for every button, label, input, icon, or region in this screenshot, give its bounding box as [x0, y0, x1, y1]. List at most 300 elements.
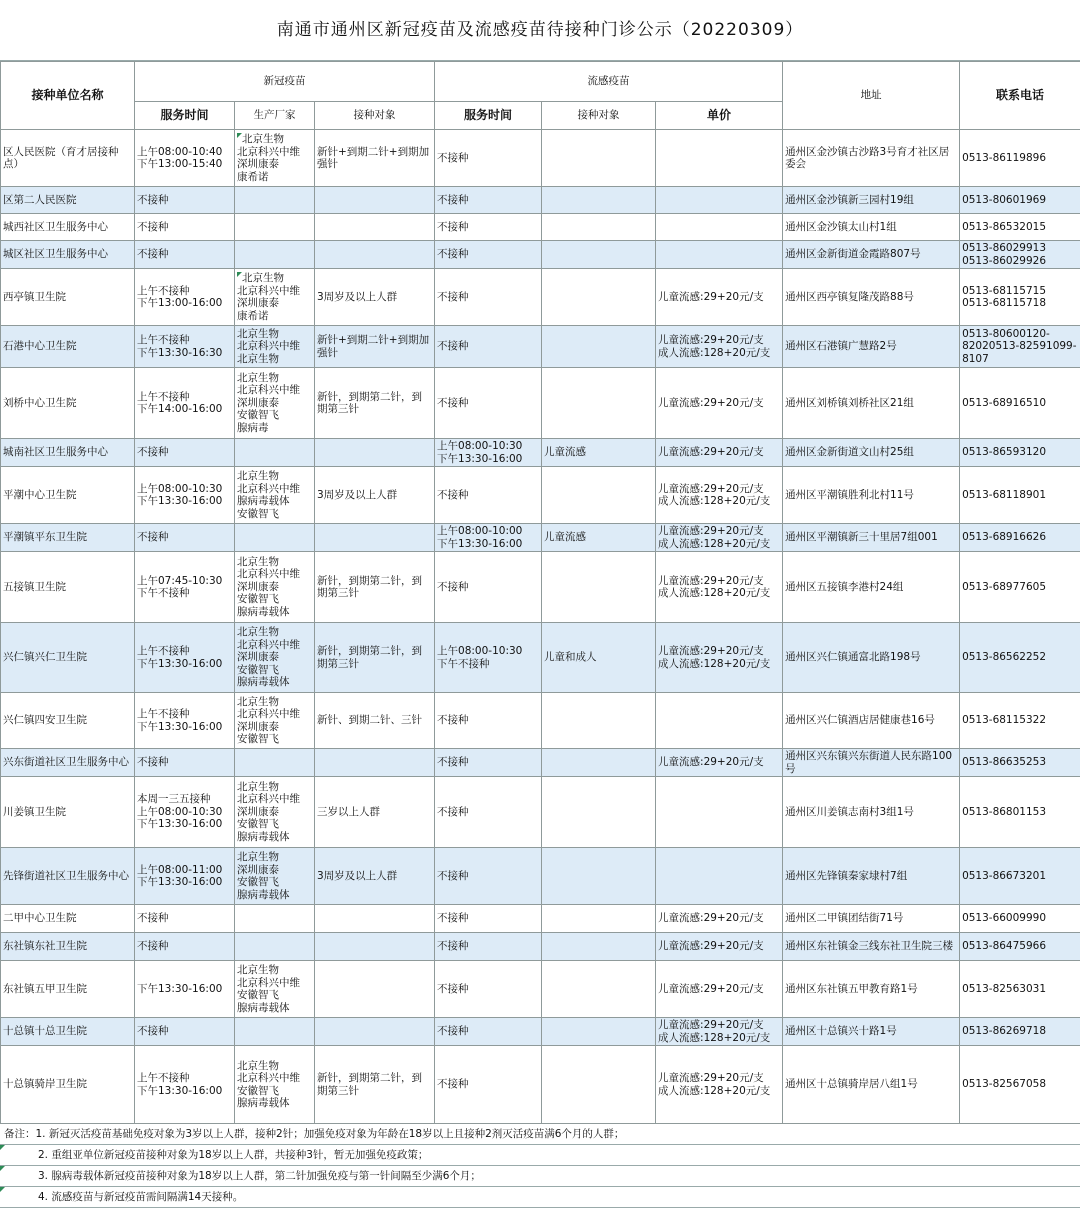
covid-time-cell: [135, 848, 235, 905]
target-cell: [315, 269, 435, 326]
price-cell: [656, 905, 783, 933]
price-cell-text: 儿童流感:29+20元/支 成人流感:128+20元/支: [658, 1072, 771, 1097]
flu-target-cell: [542, 1046, 656, 1124]
address-cell: [783, 368, 960, 439]
unit-cell: [1, 1046, 135, 1124]
clinic-rows: [1, 130, 1080, 1124]
price-cell: [656, 933, 783, 961]
flu-target-cell: [542, 552, 656, 623]
target-cell-text: 新针，到期第二针，到期第三针: [317, 574, 422, 599]
price-cell-text: 儿童流感:29+20元/支 成人流感:128+20元/支: [658, 482, 771, 507]
target-cell-text: 三岁以上人群: [317, 805, 380, 818]
notes: [0, 1124, 1080, 1208]
address-cell: [783, 524, 960, 552]
flu-time-cell-text: 不接种: [437, 756, 469, 769]
covid-time-cell-text: 不接种: [137, 1025, 169, 1038]
flu-time-cell: [435, 552, 542, 623]
price-cell: [656, 693, 783, 749]
unit-cell-text: 刘桥中心卫生院: [3, 396, 77, 409]
phone-cell: [960, 749, 1080, 777]
phone-cell: [960, 693, 1080, 749]
address-cell: [783, 214, 960, 241]
price-cell: [656, 777, 783, 848]
target-cell: [315, 623, 435, 693]
page-title: 南通市通州区新冠疫苗及流感疫苗待接种门诊公示（20220309）: [0, 0, 1080, 61]
unit-cell: [1, 933, 135, 961]
phone-cell-text: 0513-86029913 0513-86029926: [962, 242, 1047, 267]
address-cell: [783, 1018, 960, 1046]
table-row: [1, 269, 1080, 326]
flu-time-cell-text: 不接种: [437, 488, 469, 501]
covid-time-cell-text: 不接种: [137, 756, 169, 769]
unit-cell: [1, 777, 135, 848]
phone-cell-text: 0513-68118901: [962, 488, 1047, 501]
header-covid-target: 接种对象: [315, 102, 435, 130]
maker-cell-text: 北京生物 北京科兴中维 腺病毒载体 安徽智飞: [237, 470, 300, 520]
phone-cell: [960, 368, 1080, 439]
address-cell: [783, 777, 960, 848]
price-cell-text: 儿童流感:29+20元/支: [658, 982, 764, 995]
unit-cell: [1, 623, 135, 693]
maker-cell: [235, 933, 315, 961]
table-row: [1, 933, 1080, 961]
price-cell: [656, 848, 783, 905]
covid-time-cell: [135, 467, 235, 524]
maker-cell: [235, 439, 315, 467]
flu-time-cell-text: 不接种: [437, 340, 469, 353]
header-flu: 流感疫苗: [435, 62, 783, 102]
address-cell: [783, 439, 960, 467]
phone-cell: [960, 187, 1080, 214]
address-cell-text: 通州区东社镇金三线东社卫生院三楼: [785, 940, 954, 953]
table-row: [1, 1046, 1080, 1124]
price-cell: [656, 326, 783, 368]
address-cell-text: 通州区十总镇兴十路1号: [785, 1025, 897, 1038]
flu-time-cell: [435, 241, 542, 269]
flu-time-cell-text: 不接种: [437, 869, 469, 882]
unit-cell: [1, 326, 135, 368]
unit-cell: [1, 130, 135, 187]
maker-cell: [235, 693, 315, 749]
flu-time-cell-text: 不接种: [437, 940, 469, 953]
address-cell-text: 通州区先锋镇秦家埭村7组: [785, 869, 908, 882]
address-cell: [783, 552, 960, 623]
phone-cell-text: 0513-86532015: [962, 220, 1047, 233]
flu-target-cell: [542, 439, 656, 467]
target-cell-text: 新针，到期第二针，到期第三针: [317, 390, 422, 415]
flu-time-cell: [435, 905, 542, 933]
address-cell: [783, 623, 960, 693]
flu-time-cell: [435, 187, 542, 214]
target-cell: [315, 693, 435, 749]
flu-target-cell: [542, 269, 656, 326]
covid-time-cell: [135, 1046, 235, 1124]
flu-time-cell: [435, 214, 542, 241]
price-cell-text: 儿童流感:29+20元/支 成人流感:128+20元/支: [658, 334, 771, 359]
phone-cell: [960, 961, 1080, 1018]
flu-time-cell: [435, 1046, 542, 1124]
flu-time-cell-text: 不接种: [437, 805, 469, 818]
table-row: [1, 130, 1080, 187]
table-row: [1, 693, 1080, 749]
note-3-text: 3. 腺病毒载体新冠疫苗接种对象为18岁以上人群，第二针加强免疫与第一针间隔至少满6个月；: [38, 1170, 481, 1182]
unit-cell: [1, 749, 135, 777]
phone-cell-text: 0513-80600120-82020513-82591099-8107: [962, 327, 1077, 365]
flu-target-cell-text: 儿童流感: [544, 446, 587, 459]
address-cell: [783, 961, 960, 1018]
phone-cell: [960, 1046, 1080, 1124]
address-cell: [783, 187, 960, 214]
maker-cell: [235, 1046, 315, 1124]
table-row: [1, 623, 1080, 693]
flu-time-cell: [435, 467, 542, 524]
maker-cell: [235, 269, 315, 326]
price-cell: [656, 130, 783, 187]
covid-time-cell-text: 上午不接种 下午13:30-16:00: [137, 1072, 223, 1097]
address-cell-text: 通州区石港镇广慧路2号: [785, 340, 897, 353]
covid-time-cell-text: 上午08:00-10:40 下午13:00-15:40: [137, 145, 223, 170]
covid-time-cell-text: 不接种: [137, 248, 169, 261]
maker-cell-text: 北京生物 北京科兴中维 深圳康泰 康希诺: [237, 133, 300, 183]
covid-time-cell-text: 不接种: [137, 220, 169, 233]
maker-cell-text: 北京生物 北京科兴中维 深圳康泰 安徽智飞: [237, 695, 300, 745]
flu-time-cell-text: 不接种: [437, 1078, 469, 1091]
flu-time-cell-text: 上午08:00-10:30 下午不接种: [437, 645, 523, 670]
flu-time-cell-text: 不接种: [437, 714, 469, 727]
unit-cell-text: 区人民医院（育才居接种点）: [3, 145, 119, 170]
unit-cell-text: 兴仁镇兴仁卫生院: [3, 651, 87, 664]
unit-cell-text: 东社镇五甲卫生院: [3, 982, 87, 995]
price-cell: [656, 214, 783, 241]
address-cell-text: 通州区兴仁镇通富北路198号: [785, 651, 921, 664]
flu-time-cell-text: 不接种: [437, 290, 469, 303]
flu-target-cell: [542, 368, 656, 439]
target-cell: [315, 961, 435, 1018]
unit-cell-text: 区第二人民医院: [3, 193, 77, 206]
price-cell: [656, 623, 783, 693]
covid-time-cell-text: 上午不接种 下午13:00-16:00: [137, 284, 223, 309]
target-cell: [315, 130, 435, 187]
flu-target-cell: [542, 905, 656, 933]
unit-cell-text: 十总镇骑岸卫生院: [3, 1078, 87, 1091]
note-4-text: 4. 流感疫苗与新冠疫苗需间隔满14天接种。: [38, 1191, 244, 1203]
phone-cell: [960, 777, 1080, 848]
maker-cell-text: 北京生物 北京科兴中维 安徽智飞 腺病毒载体: [237, 964, 300, 1014]
address-cell-text: 通州区兴仁镇酒店居健康巷16号: [785, 714, 935, 727]
flu-target-cell: [542, 623, 656, 693]
covid-time-cell-text: 本周一三五接种 上午08:00-10:30 下午13:30-16:00: [137, 793, 223, 831]
address-cell: [783, 1046, 960, 1124]
header-covid-time: 服务时间: [135, 102, 235, 130]
note-2: [0, 1145, 1080, 1166]
maker-cell-text: 北京生物 北京科兴中维 安徽智飞 腺病毒载体: [237, 1059, 300, 1109]
header-phone: 联系电话: [960, 62, 1080, 130]
maker-cell-text: 北京生物 北京科兴中维 深圳康泰 安徽智飞 腺病毒载体: [237, 780, 300, 843]
price-cell-text: 儿童流感:29+20元/支: [658, 940, 764, 953]
target-cell: [315, 1046, 435, 1124]
phone-cell: [960, 214, 1080, 241]
flu-target-cell-text: 儿童流感: [544, 531, 587, 544]
header-flu-target: 接种对象: [542, 102, 656, 130]
target-cell-text: 3周岁及以上人群: [317, 488, 398, 501]
price-cell-text: 儿童流感:29+20元/支 成人流感:128+20元/支: [658, 645, 771, 670]
target-cell: [315, 933, 435, 961]
target-cell: [315, 552, 435, 623]
covid-time-cell: [135, 933, 235, 961]
address-cell-text: 通州区平潮镇胜利北村11号: [785, 488, 914, 501]
table-row: [1, 524, 1080, 552]
phone-cell-text: 0513-86562252: [962, 651, 1047, 664]
unit-cell-text: 先锋街道社区卫生服务中心: [3, 869, 129, 882]
header-covid-maker: 生产厂家: [235, 102, 315, 130]
price-cell: [656, 241, 783, 269]
unit-cell-text: 五接镇卫生院: [3, 580, 66, 593]
maker-cell: [235, 552, 315, 623]
phone-cell-text: 0513-68115715 0513-68115718: [962, 284, 1047, 309]
target-cell: [315, 467, 435, 524]
covid-time-cell-text: 不接种: [137, 193, 169, 206]
flu-target-cell: [542, 130, 656, 187]
phone-cell-text: 0513-68977605: [962, 580, 1047, 593]
address-cell: [783, 467, 960, 524]
table-row: [1, 368, 1080, 439]
price-cell: [656, 467, 783, 524]
table-row: [1, 187, 1080, 214]
header-flu-price: 单价: [656, 102, 783, 130]
flu-time-cell-text: 不接种: [437, 248, 469, 261]
covid-time-cell-text: 上午08:00-10:30 下午13:30-16:00: [137, 482, 223, 507]
unit-cell: [1, 439, 135, 467]
phone-cell-text: 0513-68115322: [962, 714, 1047, 727]
unit-cell-text: 二甲中心卫生院: [3, 912, 77, 925]
address-cell-text: 通州区兴东镇兴东街道人民东路100号: [785, 750, 953, 775]
phone-cell-text: 0513-86269718: [962, 1025, 1047, 1038]
header-flu-time: 服务时间: [435, 102, 542, 130]
price-cell: [656, 269, 783, 326]
address-cell: [783, 848, 960, 905]
unit-cell-text: 城西社区卫生服务中心: [3, 220, 108, 233]
phone-cell: [960, 1018, 1080, 1046]
unit-cell: [1, 552, 135, 623]
unit-cell-text: 城区社区卫生服务中心: [3, 248, 108, 261]
address-cell: [783, 905, 960, 933]
covid-time-cell: [135, 777, 235, 848]
header-covid: 新冠疫苗: [135, 62, 435, 102]
unit-cell: [1, 693, 135, 749]
target-cell-text: 新针+到期二针+到期加强针: [317, 334, 430, 359]
flu-time-cell-text: 不接种: [437, 982, 469, 995]
table-row: [1, 552, 1080, 623]
unit-cell: [1, 187, 135, 214]
target-cell: [315, 214, 435, 241]
address-cell: [783, 241, 960, 269]
phone-cell: [960, 130, 1080, 187]
maker-cell: [235, 848, 315, 905]
target-cell: [315, 187, 435, 214]
covid-time-cell-text: 上午07:45-10:30 下午不接种: [137, 574, 223, 599]
address-cell: [783, 130, 960, 187]
covid-time-cell-text: 上午08:00-11:00 下午13:30-16:00: [137, 863, 223, 888]
unit-cell-text: 兴东街道社区卫生服务中心: [3, 756, 129, 769]
unit-cell-text: 平潮镇平东卫生院: [3, 531, 87, 544]
address-cell-text: 通州区十总镇骑岸居八组1号: [785, 1078, 918, 1091]
covid-time-cell: [135, 749, 235, 777]
price-cell: [656, 1046, 783, 1124]
address-cell-text: 通州区金沙镇太山村1组: [785, 220, 897, 233]
flu-time-cell-text: 上午08:00-10:30 下午13:30-16:00: [437, 440, 523, 465]
maker-cell-text: 北京生物 北京科兴中维 北京生物: [237, 327, 300, 365]
price-cell: [656, 368, 783, 439]
covid-time-cell: [135, 905, 235, 933]
phone-cell: [960, 326, 1080, 368]
covid-time-cell-text: 不接种: [137, 531, 169, 544]
flu-target-cell: [542, 693, 656, 749]
phone-cell-text: 0513-66009990: [962, 912, 1047, 925]
covid-time-cell: [135, 623, 235, 693]
target-cell: [315, 368, 435, 439]
address-cell-text: 通州区金沙镇古沙路3号育才社区居委会: [785, 145, 950, 170]
price-cell: [656, 187, 783, 214]
flu-time-cell: [435, 524, 542, 552]
flu-time-cell: [435, 933, 542, 961]
flu-time-cell: [435, 749, 542, 777]
table-row: [1, 439, 1080, 467]
address-cell-text: 通州区东社镇五甲教育路1号: [785, 982, 918, 995]
maker-cell: [235, 368, 315, 439]
flu-target-cell: [542, 749, 656, 777]
phone-cell-text: 0513-86801153: [962, 805, 1047, 818]
flu-time-cell: [435, 439, 542, 467]
phone-cell-text: 0513-86673201: [962, 869, 1047, 882]
maker-cell: [235, 214, 315, 241]
covid-time-cell: [135, 693, 235, 749]
target-cell-text: 3周岁及以上人群: [317, 290, 398, 303]
target-cell: [315, 439, 435, 467]
price-cell-text: 儿童流感:29+20元/支: [658, 446, 764, 459]
flu-time-cell: [435, 693, 542, 749]
maker-cell: [235, 749, 315, 777]
flu-target-cell: [542, 848, 656, 905]
address-cell: [783, 326, 960, 368]
unit-cell-text: 石港中心卫生院: [3, 340, 77, 353]
flu-target-cell: [542, 241, 656, 269]
unit-cell: [1, 241, 135, 269]
maker-cell-text: 北京生物 北京科兴中维 深圳康泰 安徽智飞 腺病毒载体: [237, 626, 300, 689]
price-cell-text: 儿童流感:29+20元/支: [658, 756, 764, 769]
covid-time-cell-text: 上午不接种 下午13:30-16:00: [137, 708, 223, 733]
flu-time-cell-text: 不接种: [437, 1025, 469, 1038]
phone-cell-text: 0513-86475966: [962, 940, 1047, 953]
covid-time-cell: [135, 241, 235, 269]
address-cell-text: 通州区川姜镇志南村3组1号: [785, 805, 914, 818]
covid-time-cell: [135, 439, 235, 467]
flu-time-cell-text: 不接种: [437, 912, 469, 925]
address-cell: [783, 933, 960, 961]
table-row: [1, 749, 1080, 777]
flu-time-cell-text: 不接种: [437, 193, 469, 206]
flu-time-cell: [435, 848, 542, 905]
maker-cell: [235, 241, 315, 269]
header-unit: 接种单位名称: [1, 62, 135, 130]
address-cell-text: 通州区五接镇李港村24组: [785, 580, 904, 593]
note-1: 备注：1. 新冠灭活疫苗基础免疫对象为3岁以上人群，接种2针；加强免疫对象为年龄在18岁以上且接种2剂灭活疫苗满6个月的人群；: [0, 1124, 1080, 1145]
unit-cell: [1, 961, 135, 1018]
address-cell-text: 通州区二甲镇团结街71号: [785, 912, 904, 925]
table-row: [1, 1018, 1080, 1046]
covid-time-cell-text: 不接种: [137, 446, 169, 459]
target-cell-text: 新针+到期二针+到期加强针: [317, 145, 430, 170]
covid-time-cell: [135, 326, 235, 368]
address-cell-text: 通州区平潮镇新三十里居7组001: [785, 531, 938, 544]
phone-cell-text: 0513-80601969: [962, 193, 1047, 206]
address-cell: [783, 269, 960, 326]
maker-cell: [235, 524, 315, 552]
flu-time-cell-text: 上午08:00-10:00 下午13:30-16:00: [437, 525, 523, 550]
note-4: [0, 1187, 1080, 1208]
maker-cell: [235, 623, 315, 693]
phone-cell-text: 0513-82567058: [962, 1078, 1047, 1091]
flu-target-cell: [542, 467, 656, 524]
table-row: [1, 326, 1080, 368]
covid-time-cell-text: 上午不接种 下午13:30-16:30: [137, 334, 223, 359]
target-cell: [315, 241, 435, 269]
price-cell-text: 儿童流感:29+20元/支 成人流感:128+20元/支: [658, 574, 771, 599]
maker-cell-text: 北京生物 北京科兴中维 深圳康泰 安徽智飞 腺病毒: [237, 371, 300, 434]
phone-cell: [960, 524, 1080, 552]
flu-time-cell: [435, 269, 542, 326]
unit-cell: [1, 1018, 135, 1046]
target-cell-text: 3周岁及以上人群: [317, 869, 398, 882]
price-cell-text: 儿童流感:29+20元/支 成人流感:128+20元/支: [658, 1019, 771, 1044]
target-cell: [315, 1018, 435, 1046]
unit-cell: [1, 368, 135, 439]
price-cell-text: 儿童流感:29+20元/支 成人流感:128+20元/支: [658, 525, 771, 550]
unit-cell: [1, 905, 135, 933]
phone-cell-text: 0513-86119896: [962, 151, 1047, 164]
table-row: [1, 905, 1080, 933]
flu-time-cell: [435, 623, 542, 693]
price-cell-text: 儿童流感:29+20元/支: [658, 396, 764, 409]
phone-cell-text: 0513-68916510: [962, 396, 1047, 409]
flu-time-cell-text: 不接种: [437, 151, 469, 164]
phone-cell: [960, 905, 1080, 933]
maker-cell: [235, 467, 315, 524]
table-row: [1, 777, 1080, 848]
price-cell-text: 儿童流感:29+20元/支: [658, 912, 764, 925]
price-cell-text: 儿童流感:29+20元/支: [658, 290, 764, 303]
phone-cell-text: 0513-86635253: [962, 756, 1047, 769]
flu-time-cell: [435, 961, 542, 1018]
address-cell-text: 通州区刘桥镇刘桥社区21组: [785, 396, 914, 409]
flu-time-cell: [435, 326, 542, 368]
covid-time-cell-text: 上午不接种 下午14:00-16:00: [137, 390, 223, 415]
note-2-text: 2. 重组亚单位新冠疫苗接种对象为18岁以上人群，共接种3针，暂无加强免疫政策；: [38, 1149, 429, 1161]
maker-cell: [235, 905, 315, 933]
flu-target-cell: [542, 524, 656, 552]
maker-cell: [235, 130, 315, 187]
unit-cell: [1, 467, 135, 524]
phone-cell-text: 0513-68916626: [962, 531, 1047, 544]
target-cell: [315, 749, 435, 777]
covid-time-cell: [135, 1018, 235, 1046]
address-cell: [783, 693, 960, 749]
address-cell: [783, 749, 960, 777]
clinic-table: [0, 61, 1080, 1124]
table-row: [1, 961, 1080, 1018]
table-row: [1, 467, 1080, 524]
flu-time-cell-text: 不接种: [437, 396, 469, 409]
phone-cell: [960, 623, 1080, 693]
